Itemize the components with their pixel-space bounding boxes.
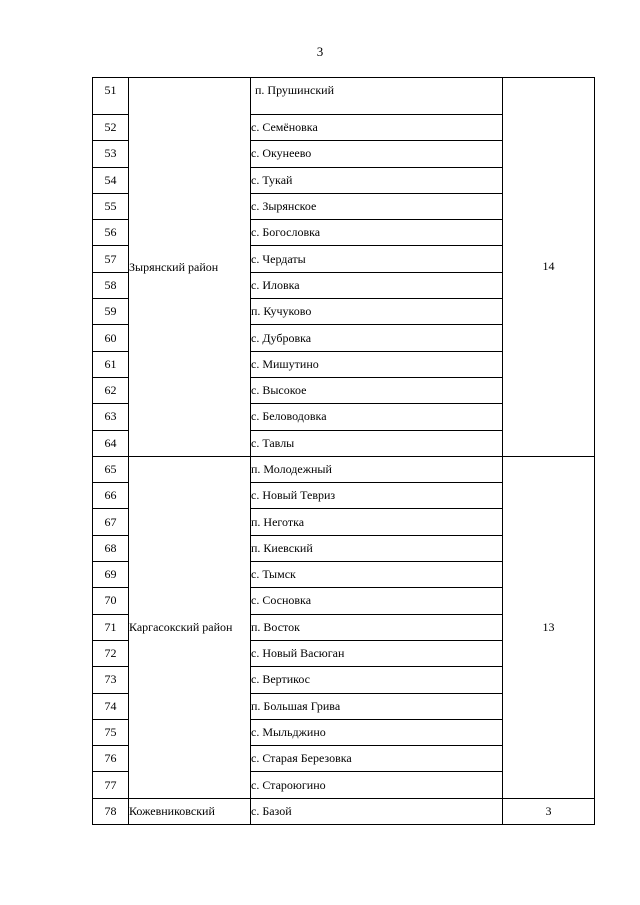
page-number: 3 bbox=[316, 44, 324, 59]
row-number: 59 bbox=[93, 299, 129, 325]
row-number: 76 bbox=[93, 746, 129, 772]
row-number: 72 bbox=[93, 640, 129, 666]
row-number: 69 bbox=[93, 562, 129, 588]
row-number: 51 bbox=[93, 78, 129, 115]
row-number: 62 bbox=[93, 377, 129, 403]
row-number: 77 bbox=[93, 772, 129, 798]
locality-name: с. Беловодовка bbox=[251, 404, 503, 430]
table-row bbox=[93, 798, 595, 824]
district-name: Кожевниковский bbox=[129, 798, 251, 824]
locality-name: п. Кучуково bbox=[251, 299, 503, 325]
row-number: 73 bbox=[93, 667, 129, 693]
row-number: 71 bbox=[93, 614, 129, 640]
locality-name: с. Тымск bbox=[251, 562, 503, 588]
locality-name: с. Старая Березовка bbox=[251, 746, 503, 772]
district-name: Каргасокский район bbox=[129, 456, 251, 798]
row-number: 65 bbox=[93, 456, 129, 482]
locality-name: с. Вертикос bbox=[251, 667, 503, 693]
row-number: 53 bbox=[93, 141, 129, 167]
row-number: 52 bbox=[93, 115, 129, 141]
locality-name: с. Иловка bbox=[251, 272, 503, 298]
locality-name: с. Окунеево bbox=[251, 141, 503, 167]
row-number: 68 bbox=[93, 535, 129, 561]
row-number: 57 bbox=[93, 246, 129, 272]
district-count: 13 bbox=[503, 456, 595, 798]
locality-name: п. Киевский bbox=[251, 535, 503, 561]
locality-name: п. Восток bbox=[251, 614, 503, 640]
district-count: 3 bbox=[503, 798, 595, 824]
locality-name: п. Молодежный bbox=[251, 456, 503, 482]
locality-name: с. Мишутино bbox=[251, 351, 503, 377]
localities-table bbox=[92, 77, 595, 825]
locality-name: с. Новый Тевриз bbox=[251, 483, 503, 509]
row-number: 63 bbox=[93, 404, 129, 430]
row-number: 60 bbox=[93, 325, 129, 351]
district-count: 14 bbox=[503, 78, 595, 457]
locality-name: п. Прушинский bbox=[251, 78, 503, 115]
row-number: 66 bbox=[93, 483, 129, 509]
locality-name: с. Богословка bbox=[251, 220, 503, 246]
locality-name: с. Мыльджино bbox=[251, 719, 503, 745]
row-number: 70 bbox=[93, 588, 129, 614]
table-body bbox=[93, 78, 595, 825]
table-row bbox=[93, 78, 595, 115]
row-number: 67 bbox=[93, 509, 129, 535]
locality-name: с. Высокое bbox=[251, 377, 503, 403]
locality-name: с. Тавлы bbox=[251, 430, 503, 456]
row-number: 74 bbox=[93, 693, 129, 719]
row-number: 55 bbox=[93, 193, 129, 219]
locality-name: с. Новый Васюган bbox=[251, 640, 503, 666]
locality-name: п. Большая Грива bbox=[251, 693, 503, 719]
locality-name: с. Базой bbox=[251, 798, 503, 824]
district-name: Зырянский район bbox=[129, 78, 251, 457]
locality-name: с. Староюгино bbox=[251, 772, 503, 798]
locality-name: с. Зырянское bbox=[251, 193, 503, 219]
locality-name: п. Неготка bbox=[251, 509, 503, 535]
locality-name: с. Дубровка bbox=[251, 325, 503, 351]
row-number: 64 bbox=[93, 430, 129, 456]
row-number: 58 bbox=[93, 272, 129, 298]
locality-name: с. Чердаты bbox=[251, 246, 503, 272]
locality-name: с. Тукай bbox=[251, 167, 503, 193]
row-number: 61 bbox=[93, 351, 129, 377]
row-number: 54 bbox=[93, 167, 129, 193]
locality-name: с. Семёновка bbox=[251, 115, 503, 141]
locality-name: с. Сосновка bbox=[251, 588, 503, 614]
table-row bbox=[93, 456, 595, 482]
row-number: 75 bbox=[93, 719, 129, 745]
row-number: 56 bbox=[93, 220, 129, 246]
row-number: 78 bbox=[93, 798, 129, 824]
